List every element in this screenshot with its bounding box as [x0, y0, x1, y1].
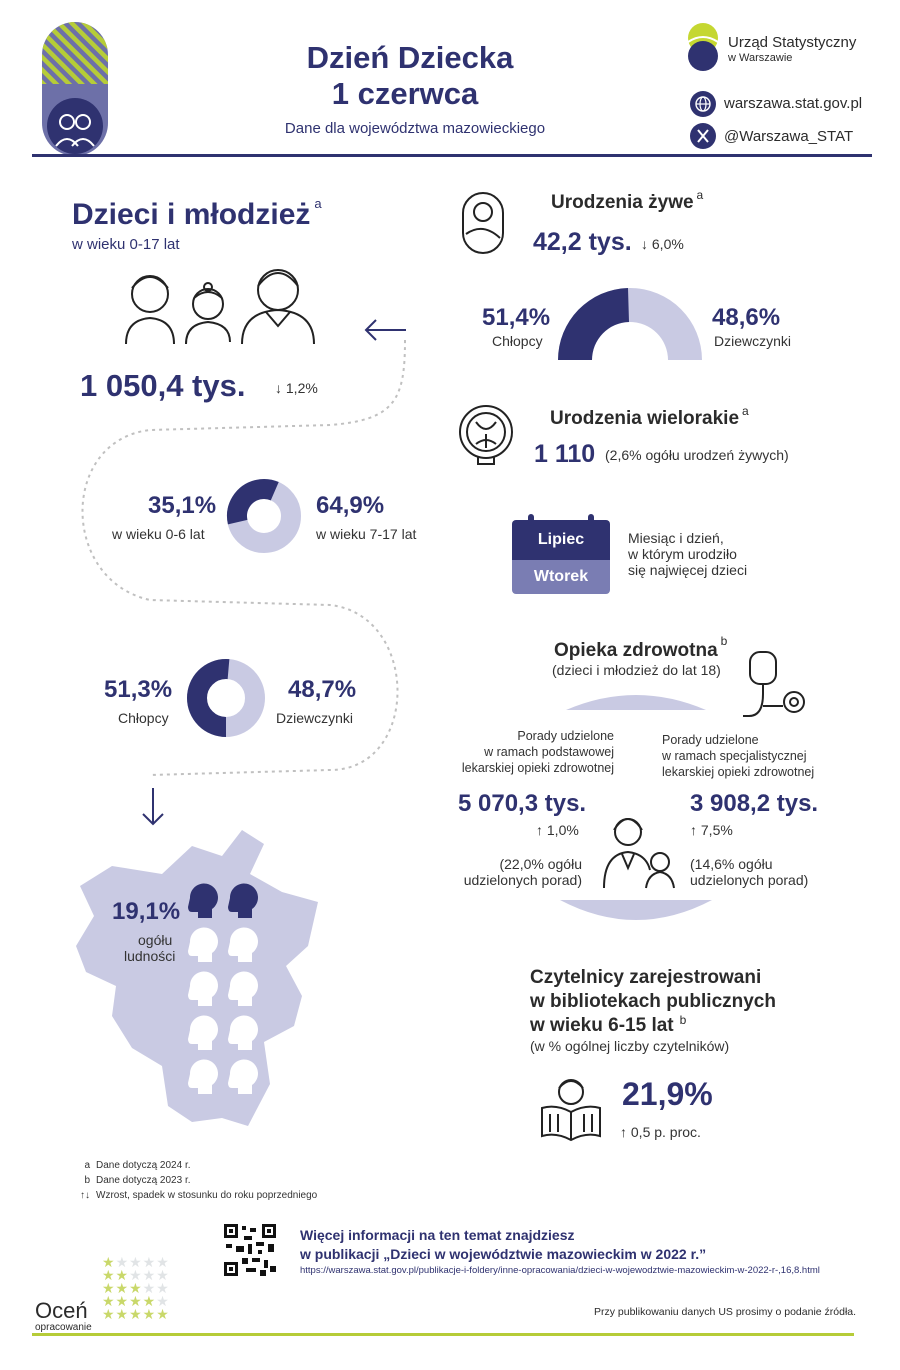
health-spec-share-1: (14,6% ogółu — [690, 856, 773, 872]
age-old-label: w wieku 7-17 lat — [316, 526, 417, 542]
rate-sublabel: opracowanie — [35, 1322, 92, 1333]
children-title-text: Dzieci i młodzież — [72, 198, 311, 231]
footnote-b-key: b — [84, 1175, 90, 1186]
more-info-2: w publikacji „Dzieci w województwie mazowieckim w 2022 r.” — [300, 1246, 707, 1262]
multiple-births-note: (2,6% ogółu urodzeń żywych) — [605, 447, 789, 463]
calendar-icon — [512, 520, 610, 594]
age-old-pct: 64,9% — [316, 492, 385, 519]
health-spec-desc — [662, 732, 814, 780]
calendar-desc-2: w którym urodziło — [628, 546, 737, 562]
down-arrow-icon: ↓ — [275, 380, 286, 396]
page-subtitle: Dane dla województwa mazowieckiego — [284, 120, 546, 137]
health-spec-value: 3 908,2 tys. — [690, 790, 819, 817]
footnote-b: Dane dotyczą 2023 r. — [96, 1175, 191, 1186]
down-arrow-large-icon — [140, 786, 166, 828]
children-boys-label: Chłopcy — [118, 710, 169, 726]
footnote-arrows-key: ↑↓ — [80, 1190, 90, 1201]
footnote-arrows: Wzrost, spadek w stosunku do roku poprzedniego — [96, 1190, 318, 1201]
children-boys-pct: 51,3% — [104, 676, 173, 703]
library-title-3: w wieku 6-15 lat — [530, 1015, 674, 1036]
more-info-1: Więcej informacji na ten temat znajdziesz — [300, 1227, 575, 1243]
org-city: w Warszawie — [728, 52, 793, 64]
health-title-text: Opieka zdrowotna — [554, 640, 718, 661]
library-up-icon: ↑ — [620, 1124, 631, 1140]
health-spec-share — [690, 856, 808, 888]
library-value: 21,9% — [622, 1076, 713, 1112]
health-spec-change-value: 7,5% — [700, 822, 733, 838]
health-basic-value: 5 070,3 tys. — [458, 790, 587, 817]
health-spec-desc-2: w ramach specjalistycznej — [662, 749, 807, 763]
births-title-note: a — [696, 188, 704, 202]
health-basic-change — [536, 822, 579, 838]
library-title — [530, 966, 776, 1038]
calendar-day: Wtorek — [512, 560, 610, 594]
health-spec-desc-3: lekarskiej opieki zdrowotnej — [662, 765, 815, 779]
org-name: Urząd Statystyczny — [728, 34, 857, 51]
qr-code-icon[interactable] — [222, 1222, 278, 1278]
library-title-note: b — [679, 1013, 687, 1027]
calendar-desc — [628, 530, 747, 578]
calendar-rings — [528, 514, 534, 526]
reader-icon — [538, 1072, 604, 1142]
multiple-births-title — [550, 404, 749, 430]
births-boys-label: Chłopcy — [492, 333, 543, 349]
mazowieckie-map — [72, 826, 320, 1128]
health-title — [554, 634, 728, 662]
footnote-a: Dane dotyczą 2024 r. — [96, 1160, 191, 1171]
births-change — [641, 236, 684, 252]
rating-stars[interactable]: ★★★★★ ★★★★★ ★★★★★ ★★★★★ ★★★★★ — [102, 1254, 170, 1322]
pop-share-label-1: ogółu — [138, 932, 173, 948]
health-basic-desc-3: lekarskiej opieki zdrowotnej — [461, 761, 614, 775]
footnotes — [74, 1158, 317, 1203]
age-young-pct: 35,1% — [148, 492, 217, 519]
births-girls-pct: 48,6% — [712, 304, 781, 331]
multiple-births-title-text: Urodzenia wielorakie — [550, 408, 740, 429]
stethoscope-icon — [740, 650, 808, 720]
health-basic-up-icon: ↑ — [536, 822, 547, 838]
age-young-label: w wieku 0-6 lat — [112, 526, 205, 542]
website-link[interactable]: warszawa.stat.gov.pl — [724, 95, 863, 112]
health-subtitle: (dzieci i młodzież do lat 18) — [552, 662, 721, 678]
health-basic-share-1: (22,0% ogółu — [499, 856, 582, 872]
gender-donut-chart — [186, 658, 266, 738]
multiple-births-title-note: a — [742, 404, 749, 418]
births-change-value: 6,0% — [651, 236, 684, 252]
children-total: 1 050,4 tys. — [80, 368, 246, 403]
source-note: Przy publikowaniu danych US prosimy o podanie źródła. — [594, 1306, 857, 1318]
twins-icon — [456, 404, 516, 466]
children-girls-pct: 48,7% — [288, 676, 357, 703]
births-girls-label: Dziewczynki — [714, 333, 792, 349]
pop-share-label-2: ludności — [124, 948, 176, 964]
health-basic-desc-1: Porady udzielone — [517, 729, 614, 743]
births-title-text: Urodzenia żywe — [551, 192, 694, 213]
title-line-1: Dzień Dziecka — [306, 40, 514, 75]
calendar-month: Lipiec — [512, 520, 610, 560]
publication-url[interactable]: https://warszawa.stat.gov.pl/publikacje-i-foldery/inne-opracowania/dzieci-w-wojewodztwie-mazowieckim-w-2022-r-,16,8.html — [300, 1265, 820, 1276]
title-line-2: 1 czerwca — [331, 76, 479, 111]
children-subtitle: w wieku 0-17 lat — [72, 236, 180, 253]
library-change — [620, 1124, 701, 1140]
health-basic-desc — [420, 728, 614, 776]
rate-label[interactable]: Oceń — [35, 1298, 88, 1323]
health-basic-change-value: 1,0% — [546, 822, 579, 838]
children-title-note: a — [314, 196, 322, 211]
footnote-a-key: a — [84, 1160, 90, 1171]
calendar-desc-1: Miesiąc i dzień, — [628, 530, 724, 546]
calendar-rings-2 — [588, 514, 594, 526]
births-boys-pct: 51,4% — [482, 304, 551, 331]
multiple-births-value: 1 110 — [534, 440, 596, 468]
library-change-value: 0,5 p. proc. — [630, 1124, 701, 1140]
births-half-donut — [550, 284, 710, 360]
more-info — [300, 1226, 706, 1264]
age-donut-chart — [226, 478, 302, 554]
health-spec-desc-1: Porady udzielone — [662, 733, 759, 747]
footer-divider — [32, 1333, 854, 1336]
health-basic-share-2: udzielonych porad) — [463, 872, 582, 888]
births-title — [551, 188, 704, 214]
library-subtitle: (w % ogólnej liczby czytelników) — [530, 1038, 730, 1054]
doctor-child-icon — [600, 810, 676, 890]
library-title-2: w bibliotekach publicznych — [530, 991, 776, 1012]
health-basic-share — [440, 856, 582, 888]
health-spec-up-icon: ↑ — [690, 822, 701, 838]
health-basic-desc-2: w ramach podstawowej — [484, 745, 614, 759]
health-title-note: b — [720, 634, 728, 648]
health-spec-share-2: udzielonych porad) — [690, 872, 809, 888]
pop-share-pct: 19,1% — [112, 898, 181, 925]
health-spec-change — [690, 822, 733, 838]
births-value: 42,2 tys. — [533, 228, 632, 256]
births-down-icon: ↓ — [641, 236, 652, 252]
newborn-icon — [460, 190, 506, 256]
library-title-1: Czytelnicy zarejestrowani — [530, 967, 762, 988]
children-total-change-value: 1,2% — [285, 380, 318, 396]
twitter-link[interactable]: @Warszawa_STAT — [724, 128, 854, 145]
children-girls-label: Dziewczynki — [276, 710, 354, 726]
calendar-desc-3: się najwięcej dzieci — [628, 562, 748, 578]
